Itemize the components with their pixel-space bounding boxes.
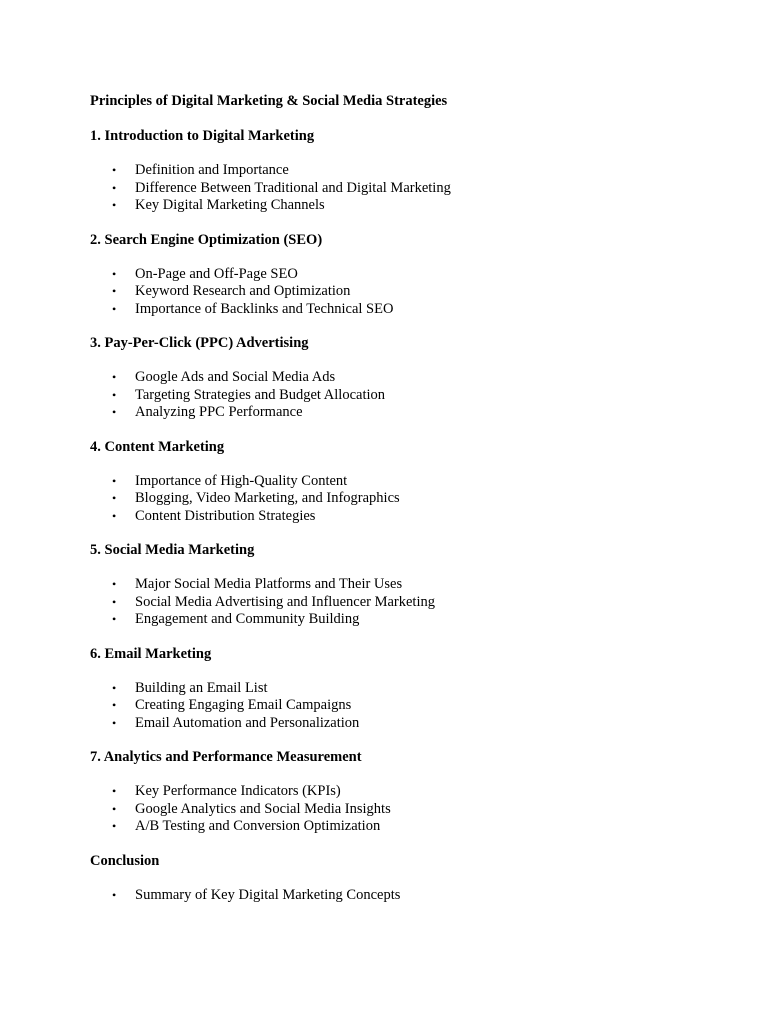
bullet-icon: • (112, 473, 117, 488)
list-item-text: Analyzing PPC Performance (135, 404, 303, 420)
section-heading: 2. Search Engine Optimization (SEO) (90, 231, 323, 248)
section (90, 645, 730, 733)
bullet-icon: • (112, 370, 117, 384)
list-item-text: Engagement and Community Building (135, 611, 360, 627)
bullet-icon: • (112, 163, 117, 177)
list-item (90, 180, 730, 198)
bullet-icon: • (112, 491, 117, 505)
list-item-text: Content Distribution Strategies (135, 507, 316, 524)
list-item (90, 576, 730, 594)
bullet-icon: • (112, 284, 117, 298)
section (90, 748, 730, 836)
section-heading: 4. Content Marketing (90, 438, 225, 455)
section-heading: 7. Analytics and Performance Measurement (90, 749, 362, 765)
bullet-icon: • (112, 577, 117, 591)
list-item-text: Key Performance Indicators (KPIs) (135, 783, 341, 799)
section-heading: 1. Introduction to Digital Marketing (90, 128, 315, 144)
section (90, 541, 730, 629)
bullet-icon: • (112, 680, 117, 695)
section-heading: 5. Social Media Marketing (90, 542, 255, 558)
bullet-list (90, 473, 730, 526)
bullet-icon: • (112, 301, 117, 316)
list-item-text: Creating Engaging Email Campaigns (135, 697, 352, 713)
bullet-icon: • (112, 508, 117, 523)
bullet-list (90, 576, 730, 629)
section (90, 231, 730, 319)
bullet-icon: • (112, 405, 117, 419)
list-item (90, 680, 730, 698)
list-item-text: Importance of High-Quality Content (135, 472, 348, 489)
list-item-text: Google Analytics and Social Media Insights (135, 800, 391, 817)
list-item-text: A/B Testing and Conversion Optimization (135, 818, 381, 834)
list-item-text: Targeting Strategies and Budget Allocation (135, 386, 385, 403)
list-item (90, 283, 730, 301)
section (90, 127, 730, 215)
list-item-text: Importance of Backlinks and Technical SEO (135, 300, 394, 317)
bullet-icon: • (112, 801, 117, 816)
list-item-text: Email Automation and Personalization (135, 714, 360, 731)
list-item (90, 801, 730, 819)
list-item-text: Summary of Key Digital Marketing Concepts (135, 886, 401, 903)
list-item (90, 197, 730, 215)
bullet-icon: • (112, 612, 117, 626)
section-heading: 6. Email Marketing (90, 645, 212, 662)
bullet-icon: • (112, 819, 117, 833)
bullet-list (90, 266, 730, 319)
bullet-icon: • (112, 387, 117, 402)
list-item-text: Key Digital Marketing Channels (135, 197, 325, 213)
bullet-list (90, 783, 730, 836)
bullet-list (90, 887, 730, 905)
list-item-text: Google Ads and Social Media Ads (135, 369, 336, 385)
list-item (90, 508, 730, 526)
list-item (90, 783, 730, 801)
bullet-list (90, 162, 730, 215)
list-item (90, 490, 730, 508)
section-heading: 3. Pay-Per-Click (PPC) Advertising (90, 335, 309, 351)
list-item (90, 387, 730, 405)
list-item-text: Building an Email List (135, 679, 268, 696)
list-item (90, 301, 730, 319)
list-item-text: Social Media Advertising and Influencer Marketing (135, 593, 435, 610)
document-page (90, 92, 730, 920)
list-item (90, 594, 730, 612)
document-title: Principles of Digital Marketing & Social Media Strategies (90, 93, 448, 109)
document-sections (90, 127, 730, 904)
bullet-icon: • (112, 715, 117, 730)
list-item (90, 473, 730, 491)
list-item (90, 404, 730, 422)
bullet-icon: • (112, 887, 117, 902)
list-item-text: Keyword Research and Optimization (135, 283, 351, 299)
bullet-icon: • (112, 180, 117, 195)
section (90, 438, 730, 526)
bullet-icon: • (112, 266, 117, 281)
list-item-text: Definition and Importance (135, 162, 289, 178)
list-item (90, 715, 730, 733)
list-item (90, 887, 730, 905)
list-item (90, 162, 730, 180)
list-item-text: Blogging, Video Marketing, and Infographics (135, 490, 400, 506)
bullet-list (90, 369, 730, 422)
list-item (90, 611, 730, 629)
section-heading: Conclusion (90, 852, 160, 869)
section (90, 852, 730, 905)
list-item-text: On-Page and Off-Page SEO (135, 265, 298, 282)
section (90, 334, 730, 422)
list-item-text: Difference Between Traditional and Digital Marketing (135, 179, 451, 196)
list-item-text: Major Social Media Platforms and Their Uses (135, 576, 403, 592)
list-item (90, 697, 730, 715)
bullet-icon: • (112, 594, 117, 609)
list-item (90, 369, 730, 387)
bullet-icon: • (112, 698, 117, 712)
bullet-list (90, 680, 730, 733)
bullet-icon: • (112, 198, 117, 212)
list-item (90, 266, 730, 284)
list-item (90, 818, 730, 836)
bullet-icon: • (112, 784, 117, 798)
